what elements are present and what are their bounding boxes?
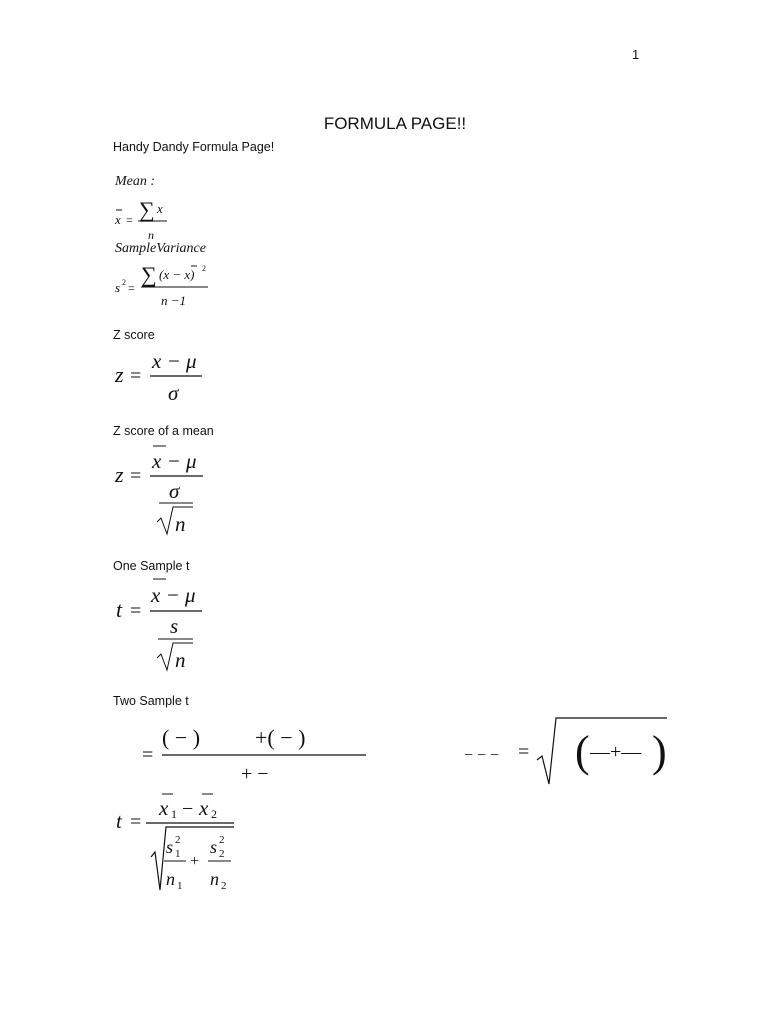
- two-sample-t-label: Two Sample t: [113, 694, 189, 708]
- svg-text:SampleVariance: SampleVariance: [115, 241, 206, 256]
- svg-text:=: =: [142, 744, 154, 766]
- svg-text:x: x: [115, 212, 121, 227]
- svg-text:+ −: + −: [241, 763, 269, 785]
- svg-text:t: t: [116, 809, 122, 833]
- svg-text:2: 2: [221, 880, 227, 892]
- svg-text:s: s: [115, 280, 121, 295]
- svg-text:2: 2: [219, 848, 225, 860]
- svg-text:2: 2: [211, 807, 217, 821]
- svg-text:∑: ∑: [139, 197, 155, 222]
- page-title: FORMULA PAGE!!: [323, 114, 467, 133]
- z-score-mean-label: Z score of a mean: [113, 424, 214, 438]
- svg-text:σ: σ: [169, 479, 180, 503]
- svg-text:=: =: [130, 365, 142, 387]
- svg-text:σ: σ: [168, 381, 179, 405]
- svg-text:=: =: [130, 600, 142, 622]
- svg-text:=: =: [518, 741, 530, 763]
- svg-text:t: t: [116, 597, 123, 622]
- svg-text:− − −: − − −: [464, 747, 500, 764]
- svg-text:n −1: n −1: [161, 293, 187, 308]
- subtitle: Handy Dandy Formula Page!: [113, 140, 275, 154]
- svg-text:n: n: [175, 648, 186, 672]
- svg-text:n: n: [148, 228, 154, 242]
- svg-text:=: =: [130, 465, 142, 487]
- svg-text:(: (: [575, 727, 590, 776]
- mean-label: [113, 170, 193, 190]
- svg-text:1: 1: [175, 848, 181, 860]
- svg-text:n: n: [210, 869, 219, 889]
- svg-text:x − μ: x − μ: [151, 583, 196, 607]
- svg-text:z: z: [115, 362, 124, 387]
- svg-text:—+—: —+—: [590, 741, 642, 763]
- svg-text:∑: ∑: [141, 262, 157, 287]
- svg-text:x: x: [159, 796, 169, 820]
- svg-text:−: −: [182, 798, 194, 820]
- svg-text:2: 2: [219, 834, 225, 846]
- svg-text:x − μ: x − μ: [152, 349, 197, 373]
- svg-text:=: =: [126, 213, 133, 227]
- svg-text:(x − x): (x − x): [159, 267, 195, 282]
- svg-text:Mean :: Mean :: [115, 174, 156, 189]
- svg-text:): ): [652, 727, 667, 776]
- svg-text:+( − ): +( − ): [255, 725, 306, 750]
- svg-text:2: 2: [175, 834, 181, 846]
- svg-text:2: 2: [202, 264, 206, 273]
- standard-error-formula: [462, 712, 672, 792]
- pooled-formula: [140, 718, 375, 788]
- svg-text:( − ): ( − ): [162, 725, 201, 750]
- mean-formula: [113, 193, 183, 241]
- two-sample-t-formula: [113, 790, 248, 900]
- svg-text:s: s: [210, 837, 218, 857]
- svg-text:s: s: [170, 614, 179, 638]
- svg-text:1: 1: [171, 807, 177, 821]
- page-number: 1: [632, 47, 640, 62]
- svg-text:x: x: [157, 201, 163, 216]
- one-sample-t-formula: [113, 575, 213, 675]
- svg-text:2: 2: [122, 278, 126, 287]
- svg-text:=: =: [128, 281, 135, 295]
- z-score-label: Z score: [113, 328, 155, 342]
- svg-text:x: x: [199, 796, 209, 820]
- svg-text:z: z: [115, 462, 124, 487]
- svg-text:x − μ: x − μ: [152, 449, 197, 473]
- svg-text:n: n: [166, 869, 175, 889]
- svg-text:+: +: [190, 853, 200, 870]
- svg-text:=: =: [130, 811, 142, 833]
- z-score-mean-formula: [113, 440, 213, 540]
- svg-text:1: 1: [177, 880, 183, 892]
- z-score-formula: [113, 348, 213, 406]
- svg-text:s: s: [166, 837, 174, 857]
- variance-formula: [113, 258, 223, 310]
- one-sample-t-label: One Sample t: [113, 559, 190, 573]
- svg-text:n: n: [175, 512, 186, 536]
- sample-variance-label: [113, 237, 243, 257]
